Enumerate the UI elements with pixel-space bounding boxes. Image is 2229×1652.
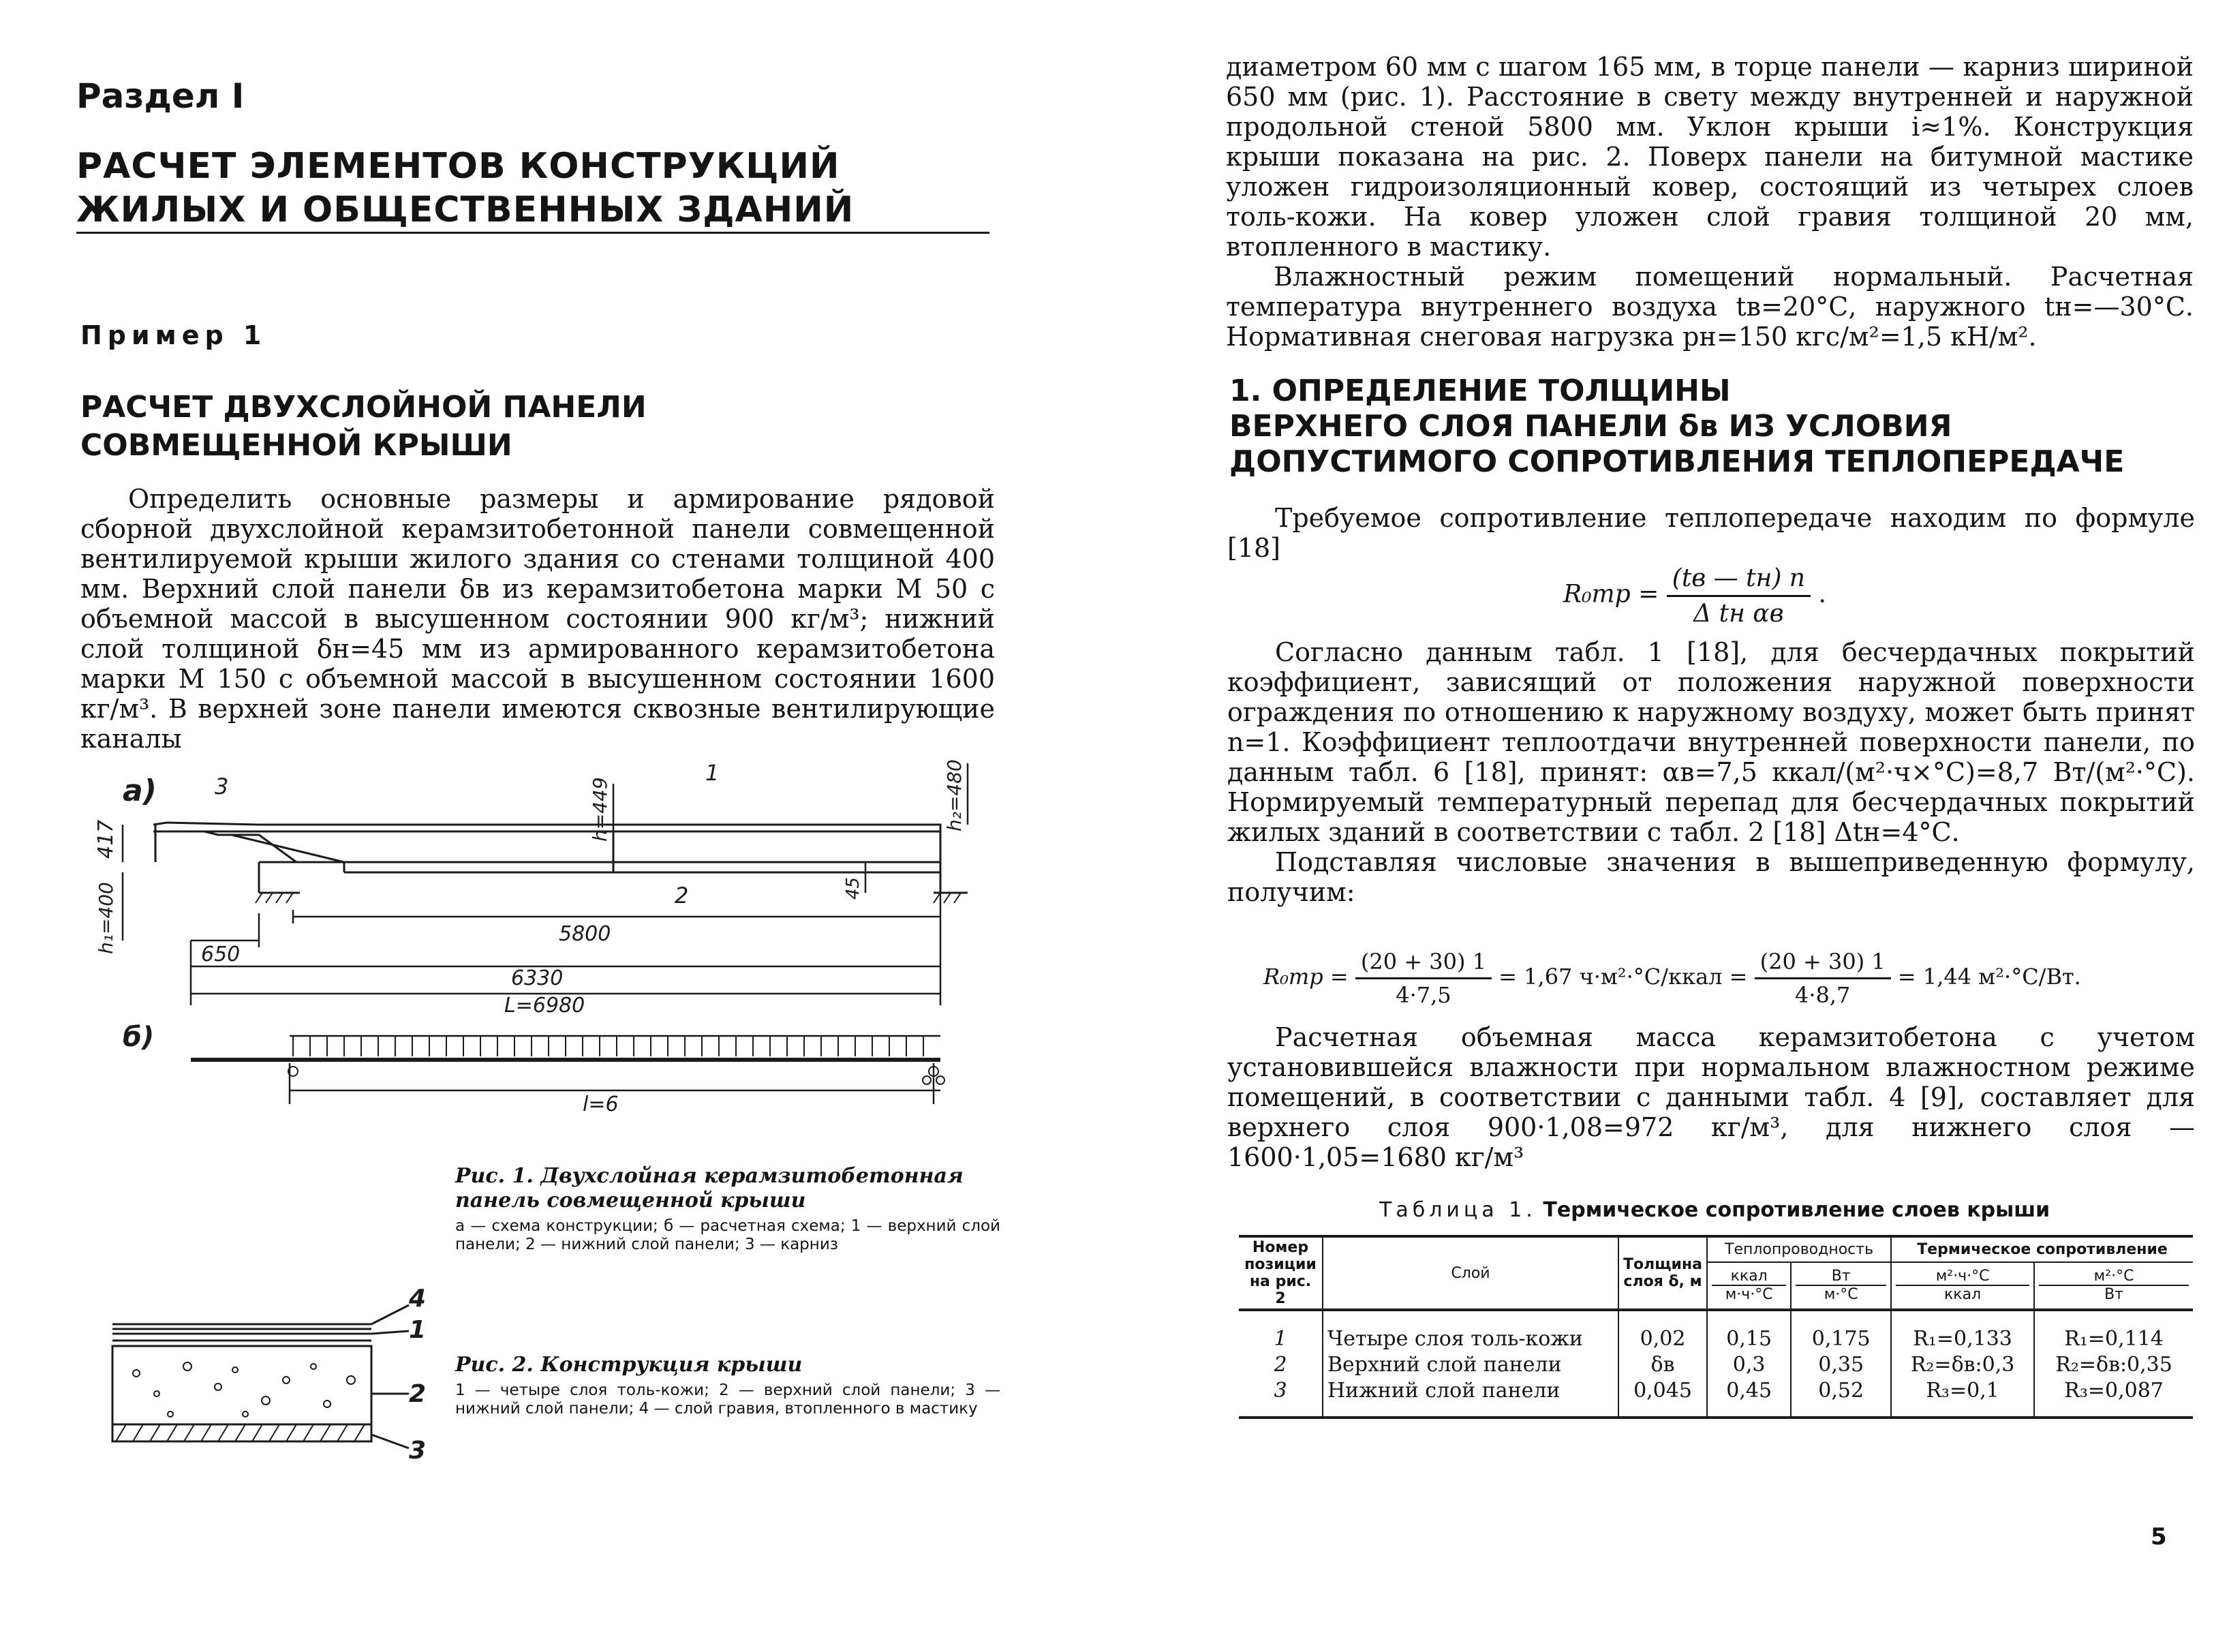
formula-2 bbox=[1263, 949, 2081, 1008]
figure-1-label-b: б) bbox=[123, 1022, 155, 1053]
section-1-title bbox=[1229, 373, 2183, 480]
table-header-res-unit-1 bbox=[1891, 1262, 2034, 1310]
right-text-block-top bbox=[1226, 52, 2194, 352]
chapter-divider bbox=[76, 232, 989, 234]
table-cell-layer: Нижний слой панели bbox=[1323, 1378, 1618, 1418]
table-cell-pos: 1 bbox=[1239, 1310, 1323, 1352]
table-cell-k1: 0,45 bbox=[1707, 1378, 1791, 1418]
figure-2-caption-title: Рис. 2. Конструкция крыши bbox=[455, 1353, 803, 1377]
table-header-resistance: Термическое сопротивление bbox=[1891, 1236, 2193, 1262]
formula-2-fraction-1 bbox=[1355, 949, 1492, 1008]
cond-unit-2-top: Вт bbox=[1796, 1268, 1886, 1286]
section-1-title-line1: 1. ОПРЕДЕЛЕНИЕ ТОЛЩИНЫ bbox=[1229, 373, 1731, 408]
right-text-block-bottom bbox=[1227, 1022, 2195, 1172]
formula-1-lhs: R₀тр = bbox=[1563, 580, 1659, 609]
formula-2-denominator-2: 4·8,7 bbox=[1794, 982, 1851, 1008]
table-header-layer: Слой bbox=[1323, 1236, 1618, 1310]
intro-text-block bbox=[80, 484, 995, 754]
formula-intro: Требуемое сопротивление теплопередаче находим по формуле [18] bbox=[1227, 503, 2195, 563]
table-row bbox=[1239, 1378, 2193, 1418]
figure-1-dim-650: 650 bbox=[201, 943, 241, 966]
formula-1-denominator: Δ tн αв bbox=[1693, 600, 1784, 628]
table-cell-pos: 3 bbox=[1239, 1378, 1323, 1418]
table-1-title-text: Термическое сопротивление слоев крыши bbox=[1543, 1198, 2050, 1222]
example-title-line1: РАСЧЕТ ДВУХСЛОЙНОЙ ПАНЕЛИ bbox=[80, 390, 647, 425]
formula-2-numerator-2: (20 + 30) 1 bbox=[1755, 949, 1891, 979]
table-header-res-unit-2 bbox=[2034, 1262, 2193, 1310]
res-unit-2-top: м²·°С bbox=[2039, 1268, 2189, 1286]
table-header-thickness: Толщина слоя δ, м bbox=[1618, 1236, 1707, 1310]
chapter-title bbox=[76, 144, 983, 232]
table-row bbox=[1239, 1310, 2193, 1352]
formula-2-numerator-1: (20 + 30) 1 bbox=[1355, 949, 1492, 979]
table-cell-layer: Четыре слоя толь-кожи bbox=[1323, 1310, 1618, 1352]
figure-2-caption-text: 1 — четыре слоя толь-кожи; 2 — верхний слой панели; 3 — нижний слой панели; 4 — слой гравия, втопленного в мастику bbox=[455, 1381, 1000, 1418]
figure-2-callout-1: 1 bbox=[409, 1316, 427, 1344]
table-cell-r2: R₃=0,087 bbox=[2034, 1378, 2193, 1418]
formula-1 bbox=[1563, 564, 1826, 628]
table-cell-k1: 0,3 bbox=[1707, 1352, 1791, 1378]
chapter-title-line1: РАСЧЕТ ЭЛЕМЕНТОВ КОНСТРУКЦИЙ bbox=[76, 146, 840, 187]
left-page bbox=[0, 0, 1114, 1652]
density-paragraph: Расчетная объемная масса керамзитобетона с учетом установившейся влажности при нормальном влажностном режиме помещений, в соответствии с данными табл. 4 [9], составляет для верхнего слоя 900·1,08=972 кг/м³, для нижнего слоя — 1600·1,05=1680 кг/м³ bbox=[1227, 1022, 2195, 1172]
figure-1-callout-2: 2 bbox=[675, 883, 689, 908]
right-text-block-middle bbox=[1227, 637, 2195, 907]
intro-paragraph: Определить основные размеры и армирование рядовой сборной двухслойной керамзитобетонной панели совмещенной вентилируемой крыши жилого здания со стенами толщиной 400 мм. Верхний слой панели δв из керамзитобетона марки М 50 с объемной массой в высушенном состоянии 900 кг/м³; нижний слой толщиной δн=45 мм из армированного керамзитобетона марки М 150 с объемной массой в высушенном состоянии 1600 кг/м³. В верхней зоне панели имеются сквозные вентилирующие каналы bbox=[80, 484, 995, 754]
table-cell-thickness: 0,045 bbox=[1618, 1378, 1707, 1418]
formula-2-lhs: R₀тр = bbox=[1263, 964, 1349, 990]
table-cell-r1: R₃=0,1 bbox=[1891, 1378, 2034, 1418]
figure-2-caption bbox=[455, 1353, 1000, 1418]
table-header-conductivity: Теплопроводность bbox=[1707, 1236, 1891, 1262]
section-1-title-line3: ДОПУСТИМОГО СОПРОТИВЛЕНИЯ ТЕПЛОПЕРЕДАЧЕ bbox=[1229, 444, 2125, 479]
figure-1-dim-5800: 5800 bbox=[559, 922, 611, 946]
example-label: Пример 1 bbox=[80, 320, 267, 350]
substitute-paragraph: Подставляя числовые значения в вышеприведенную формулу, получим: bbox=[1227, 847, 2195, 907]
figure-1-dim-6330: 6330 bbox=[511, 966, 564, 990]
table-cell-pos: 2 bbox=[1239, 1352, 1323, 1378]
climate-paragraph: Влажностный режим помещений нормальный. Расчетная температура внутреннего воздуха tв=20°С, наружного tн=—30°С. Нормативная снеговая нагрузка pн=150 кгс/м²=1,5 кН/м². bbox=[1226, 262, 2194, 352]
formula-1-numerator: (tв — tн) n bbox=[1667, 564, 1811, 597]
figure-1-dim-h1: h₁=400 bbox=[95, 882, 117, 954]
table-1-title bbox=[1379, 1198, 2197, 1222]
page-number: 5 bbox=[2151, 1523, 2167, 1550]
cond-unit-1-bottom: м·ч·°С bbox=[1725, 1286, 1773, 1304]
figure-1-dim-L: L=6980 bbox=[504, 994, 585, 1018]
formula-1-fraction bbox=[1667, 564, 1811, 628]
figure-1-callout-1: 1 bbox=[705, 760, 720, 786]
figure-1-dim-h449: h=449 bbox=[589, 777, 611, 842]
figure-1-dim-h480: h₂=480 bbox=[943, 759, 966, 831]
table-cell-k2: 0,35 bbox=[1791, 1352, 1891, 1378]
table-header-cond-unit-1 bbox=[1707, 1262, 1791, 1310]
formula-2-result: = 1,44 м²·°С/Вт. bbox=[1897, 964, 2081, 990]
figure-1-panel-diagram bbox=[82, 736, 988, 1118]
table-1-title-prefix: Таблица 1. bbox=[1379, 1198, 1537, 1222]
table-cell-layer: Верхний слой панели bbox=[1323, 1352, 1618, 1378]
table-cell-thickness: 0,02 bbox=[1618, 1310, 1707, 1352]
table-cell-r2: R₂=δв:0,35 bbox=[2034, 1352, 2193, 1378]
section-label: Раздел I bbox=[76, 76, 245, 116]
res-unit-2-bottom: Вт bbox=[2104, 1286, 2124, 1304]
formula-1-tail: . bbox=[1818, 580, 1826, 609]
table-1 bbox=[1239, 1235, 2193, 1419]
figure-1-dim-l: l=6 bbox=[583, 1092, 619, 1116]
table-cell-r1: R₂=δв:0,3 bbox=[1891, 1352, 2034, 1378]
figure-1-caption-title: Рис. 1. Двухслойная керамзитобетонная панель совмещенной крыши bbox=[455, 1164, 964, 1212]
coefficient-paragraph: Согласно данным табл. 1 [18], для бесчердачных покрытий коэффициент, зависящий от положения наружной поверхности ограждения по отношению к наружному воздуху, может быть принят n=1. Коэффициент теплоотдачи внутренней поверхности панели, по данным табл. 6 [18], принят: αв=7,5 ккал/(м²·ч×°С)=8,7 Вт/(м²·°С). Нормируемый температурный перепад для бесчердачных покрытий жилых зданий в соответствии с табл. 2 [18] Δtн=4°С. bbox=[1227, 637, 2195, 847]
figure-2-roof-construction bbox=[109, 1285, 436, 1482]
formula-2-denominator-1: 4·7,5 bbox=[1396, 982, 1451, 1008]
figure-1-label-a: а) bbox=[123, 774, 157, 808]
res-unit-1-bottom: ккал bbox=[1944, 1286, 1982, 1304]
table-cell-thickness: δв bbox=[1618, 1352, 1707, 1378]
cond-unit-2-bottom: м·°С bbox=[1824, 1286, 1858, 1304]
figure-1-caption bbox=[455, 1164, 1000, 1254]
formula-intro-block bbox=[1227, 503, 2195, 563]
table-header-position: Номер позиции на рис. 2 bbox=[1239, 1236, 1323, 1310]
figure-1-dim-45: 45 bbox=[843, 876, 863, 900]
table-cell-k2: 0,52 bbox=[1791, 1378, 1891, 1418]
continuation-paragraph: диаметром 60 мм с шагом 165 мм, в торце панели — карниз шириной 650 мм (рис. 1). Расстояние в свету между внутренней и наружной продольной стеной 5800 мм. Уклон крыши i≈1%. Конструкция крыши показана на рис. 2. Поверх панели на битумной мастике уложен гидроизоляционный ковер, состоящий из четырех слоев толь-кожи. На ковер уложен слой гравия толщиной 20 мм, втопленного в мастику. bbox=[1226, 52, 2194, 262]
table-cell-r1: R₁=0,133 bbox=[1891, 1310, 2034, 1352]
figure-1-callout-3: 3 bbox=[215, 774, 229, 799]
cond-unit-1-top: ккал bbox=[1712, 1268, 1786, 1286]
figure-2-callout-3: 3 bbox=[409, 1437, 427, 1465]
example-title-line2: СОВМЕЩЕННОЙ КРЫШИ bbox=[80, 428, 512, 463]
chapter-title-line2: ЖИЛЫХ И ОБЩЕСТВЕННЫХ ЗДАНИЙ bbox=[76, 189, 855, 230]
figure-1-caption-text: а — схема конструкции; б — расчетная схема; 1 — верхний слой панели; 2 — нижний слой панели; 3 — карниз bbox=[455, 1217, 1000, 1253]
right-page bbox=[1115, 0, 2229, 1652]
table-row bbox=[1239, 1352, 2193, 1378]
table-header-cond-unit-2 bbox=[1791, 1262, 1891, 1310]
figure-1-dim-417: 417 bbox=[94, 819, 118, 859]
figure-2-callout-2: 2 bbox=[409, 1380, 427, 1408]
table-cell-k1: 0,15 bbox=[1707, 1310, 1791, 1352]
figure-2-callout-4: 4 bbox=[409, 1285, 427, 1313]
formula-2-middle: = 1,67 ч·м²·°С/ккал = bbox=[1498, 964, 1748, 990]
example-title bbox=[80, 388, 898, 465]
section-1-title-line2: ВЕРХНЕГО СЛОЯ ПАНЕЛИ δв ИЗ УСЛОВИЯ bbox=[1229, 409, 1952, 444]
res-unit-1-top: м²·ч·°С bbox=[1896, 1268, 2029, 1286]
table-cell-k2: 0,175 bbox=[1791, 1310, 1891, 1352]
table-cell-r2: R₁=0,114 bbox=[2034, 1310, 2193, 1352]
formula-2-fraction-2 bbox=[1755, 949, 1891, 1008]
